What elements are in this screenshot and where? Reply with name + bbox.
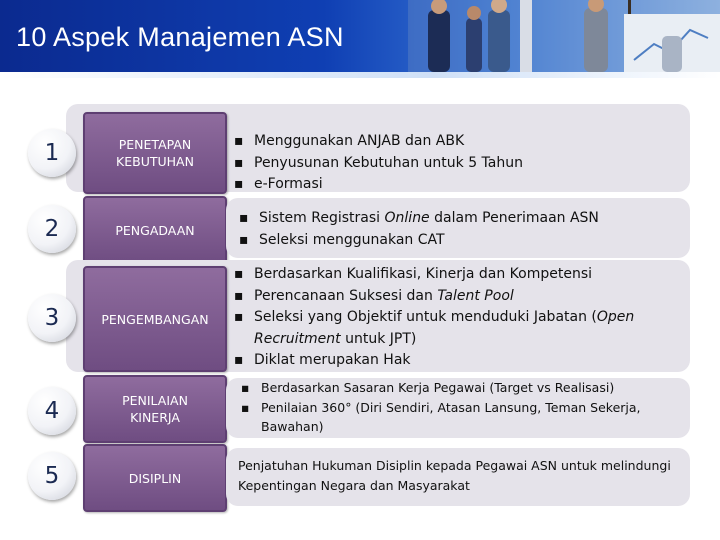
italic-term: Talent Pool [437, 287, 514, 304]
row-3-number-badge: 3 [28, 294, 76, 342]
row-3-label-box: PENGEMBANGAN [83, 266, 227, 372]
row-2-items [239, 208, 679, 251]
row-4-item-2 [241, 398, 681, 437]
item-text: untuk JPT) [340, 330, 417, 347]
row-5-text: Penjatuhan Hukuman Disiplin kepada Pegawai ASN untuk melindungi Kepentingan Negara dan Masyarakat [238, 458, 671, 493]
row-4-label-box: PENILAIAN KINERJA [83, 375, 227, 443]
row-1-label-box: PENETAPAN KEBUTUHAN [83, 112, 227, 194]
row-1-items [234, 131, 680, 196]
row-3-item-1 [234, 264, 680, 286]
item-text: Menggunakan ANJAB dan ABK [254, 133, 465, 149]
row-4-number-badge: 4 [28, 387, 76, 435]
item-text: Perencanaan Suksesi dan [254, 287, 438, 304]
slide-title: 10 Aspek Manajemen ASN [16, 22, 344, 52]
italic-term: Open Recruitment [254, 309, 635, 347]
row-2-item-2 [239, 230, 679, 252]
row-2-item-1 [239, 208, 679, 230]
row-2-number-badge: 2 [28, 205, 76, 253]
item-text: Penilaian 360° (Diri Sendiri, Atasan Lansung, Teman Sekerja, Bawahan) [261, 399, 641, 434]
item-text: dalam Penerimaan ASN [429, 210, 599, 226]
item-text: Sistem Registrasi [259, 210, 385, 226]
row-3-items [234, 264, 680, 372]
item-text: Penyusunan Kebutuhan untuk 5 Tahun [254, 154, 523, 171]
row-1-number-badge: 1 [28, 129, 76, 177]
row-1-item-3 [234, 174, 680, 196]
row-1-item-2 [234, 153, 680, 175]
row-5-label-box: DISIPLIN [83, 444, 227, 512]
item-text: Berdasarkan Sasaran Kerja Pegawai (Target vs Realisasi) [261, 380, 615, 395]
item-text: Berdasarkan Kualifikasi, Kinerja dan Kompetensi [254, 266, 593, 282]
row-1-item-1 [234, 131, 680, 153]
header-stripe [0, 72, 720, 78]
item-text: Diklat merupakan Hak [254, 352, 411, 368]
row-2-label-box: PENGADAAN [83, 196, 227, 264]
row-5-number-badge: 5 [28, 452, 76, 500]
header-banner [0, 0, 720, 78]
item-text: e-Formasi [254, 176, 323, 192]
item-text: Seleksi yang Objektif untuk menduduki Jabatan ( [254, 309, 597, 325]
row-3-item-4 [234, 350, 680, 372]
row-4-items [241, 378, 681, 437]
row-3-item-2 [234, 286, 680, 308]
italic-term: Online [384, 210, 430, 226]
row-3-item-3 [234, 307, 680, 350]
row-4-item-1 [241, 378, 681, 398]
item-text: Seleksi menggunakan CAT [259, 231, 445, 248]
presenter-photo [408, 0, 720, 72]
